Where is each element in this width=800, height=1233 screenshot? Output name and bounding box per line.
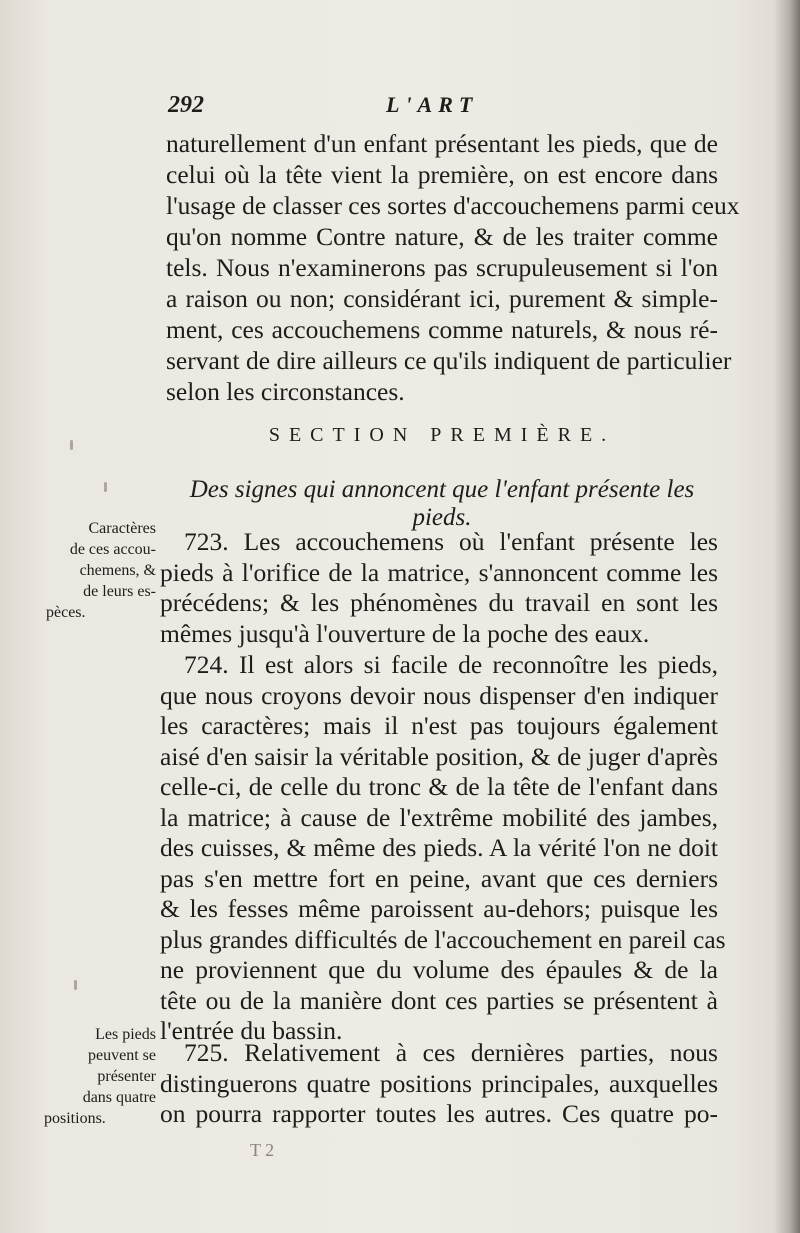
text-line: 724. Il est alors si facile de reconnoître les pieds, bbox=[184, 650, 718, 679]
text-line: ment, ces accouchemens comme naturels, & nous ré- bbox=[166, 315, 718, 344]
page-edge-shadow bbox=[774, 0, 800, 1233]
text-line: celle-ci, de celle du tronc & de la tête de l'enfant dans bbox=[160, 772, 718, 801]
paragraph-724 bbox=[160, 650, 726, 1047]
text-line: tels. Nous n'examinerons pas scrupuleusement si l'on bbox=[166, 253, 718, 282]
margin-note-characters bbox=[38, 518, 156, 623]
section-subtitle: Des signes qui annoncent que l'enfant présente les pieds. bbox=[189, 476, 695, 531]
paragraph-725 bbox=[160, 1038, 718, 1130]
margin-note-line: de ces accou- bbox=[69, 541, 156, 558]
text-line: on pourra rapporter toutes les autres. Ces quatre po- bbox=[160, 1099, 718, 1128]
text-line: selon les circonstances. bbox=[166, 377, 405, 406]
signature-mark: T 2 bbox=[250, 1140, 275, 1160]
text-line: l'usage de classer ces sortes d'accouchemens parmi ceux bbox=[166, 191, 740, 220]
paragraph-723 bbox=[160, 527, 718, 649]
margin-note-line: Caractères bbox=[88, 520, 156, 537]
text-line: les caractères; mais il n'est pas toujours également bbox=[160, 711, 718, 740]
text-line: & les fesses même paroissent au-dehors; puisque les bbox=[160, 894, 718, 923]
text-line: plus grandes difficultés de l'accouchement en pareil cas bbox=[160, 924, 726, 954]
page-number: 292 bbox=[168, 92, 204, 118]
margin-note-line: Les pieds bbox=[95, 1026, 156, 1043]
text-line: des cuisses, & même des pieds. A la vérité l'on ne doit bbox=[160, 833, 718, 862]
text-line: a raison ou non; considérant ici, purement & simple- bbox=[166, 284, 718, 313]
running-head bbox=[168, 92, 728, 126]
text-line: l'entrée du bassin. bbox=[160, 1016, 343, 1045]
margin-note-line: positions. bbox=[44, 1110, 106, 1127]
text-line: naturellement d'un enfant présentant les pieds, que de bbox=[166, 129, 718, 158]
text-line: la matrice; à cause de l'extrême mobilité des jambes, bbox=[160, 802, 718, 832]
text-line: précédens; & les phénomènes du travail en sont les bbox=[160, 588, 718, 617]
text-line: ne proviennent que du volume des épaules & de la bbox=[160, 955, 718, 984]
intro-paragraph bbox=[166, 128, 740, 407]
text-line: qu'on nomme Contre nature, & de les traiter comme bbox=[166, 222, 718, 251]
text-line: tête ou de la manière dont ces parties se présentent à bbox=[160, 985, 718, 1015]
text-line: celui où la tête vient la première, on est encore dans bbox=[166, 160, 718, 189]
text-line: distinguerons quatre positions principales, auxquelles bbox=[160, 1068, 718, 1098]
margin-note-positions bbox=[38, 1024, 156, 1129]
margin-note-line: présenter bbox=[97, 1068, 156, 1085]
ink-speck bbox=[74, 980, 77, 990]
text-line: aisé d'en saisir la véritable position, & de juger d'après bbox=[160, 741, 718, 771]
margin-note-line: pèces. bbox=[46, 604, 86, 621]
ink-speck bbox=[104, 482, 107, 492]
margin-note-line: chemens, & bbox=[79, 562, 156, 579]
text-line: mêmes jusqu'à l'ouverture de la poche des eaux. bbox=[160, 618, 650, 648]
section-heading: SECTION PREMIÈRE. bbox=[268, 424, 616, 446]
text-line: que nous croyons devoir nous dispenser d'en indiquer bbox=[160, 680, 718, 710]
margin-note-line: dans quatre bbox=[82, 1089, 156, 1106]
ink-speck bbox=[70, 440, 73, 450]
text-line: 725. Relativement à ces dernières parties, nous bbox=[184, 1038, 718, 1067]
running-title: L'ART bbox=[386, 92, 479, 117]
text-line: 723. Les accouchemens où l'enfant présente les bbox=[184, 527, 718, 556]
margin-note-line: peuvent se bbox=[88, 1047, 156, 1064]
margin-note-line: de leurs es- bbox=[83, 583, 156, 600]
text-line: servant de dire ailleurs ce qu'ils indiquent de particulier bbox=[166, 346, 732, 375]
text-line: pas s'en mettre fort en peine, avant que ces derniers bbox=[160, 863, 718, 893]
text-line: pieds à l'orifice de la matrice, s'annoncent comme les bbox=[160, 557, 718, 587]
